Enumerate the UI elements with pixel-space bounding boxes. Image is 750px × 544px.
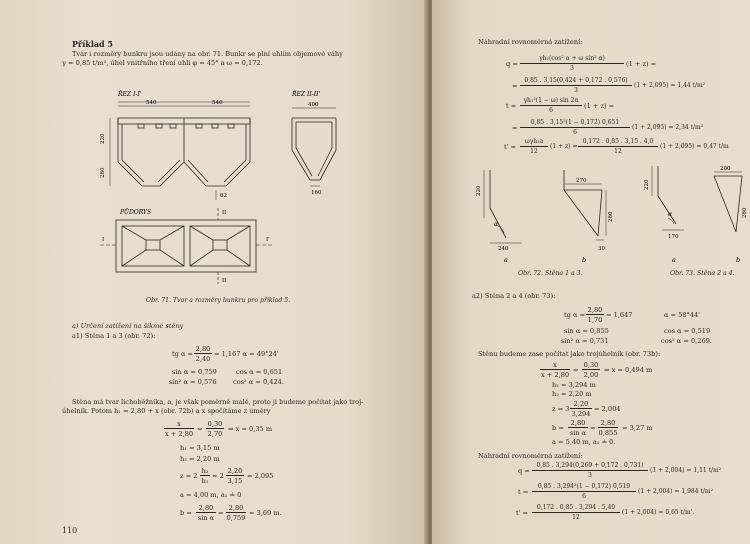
eq-b-num1: 2,80 [198,504,214,512]
q2-num: 0,85 . 3,15(0,424 + 0,172 . 0,576) [524,77,628,84]
dim-540a: 540 [146,100,157,106]
fig72-dim-280: 280 [608,211,614,222]
fraction-bar [570,408,592,409]
eq-z-num1: h₂ [201,467,209,475]
eq-a: a = 4,00 m, a₁ ≐ 0 [180,491,242,499]
a2-q-num: 0,85 . 3,294(0,269 + 0,172 . 0,731) [536,462,644,469]
eq-z-mid: = 2 [212,472,224,480]
a2-h1: h₁ = 3,294 m [552,381,596,389]
a2-x-result: ⇒ x = 0,494 m [604,366,653,374]
intro-line: γ = 0,85 t/m³, úhel vnitřního tření uhlí φ = 45° a ω = 0,172. [62,59,263,67]
fraction-bar [226,475,244,476]
eq-b-den2: 0,759 [226,514,246,522]
dim-220: 220 [100,133,106,144]
eq-x-result: ⇒ x = 0,35 m [228,425,273,433]
eq-b-mid: = [218,509,224,517]
eq-x-den: x + 2,80 [164,430,194,438]
a2-b-num2: 2,80 [600,419,616,427]
t3-tail: (1 + 2,095) = 0,47 t/m [660,143,729,150]
figure-73-caption: Obr. 73. Stěna 2 a 4. [670,270,735,277]
q-den: 3 [570,65,574,72]
fraction-bar [568,427,588,428]
fraction-bar [200,475,210,476]
eq-cos2: cos² α = 0,424. [233,378,284,386]
eq-sin2: sin² α = 0,576 [169,378,217,386]
a2-alpha: α = 58°44' [664,311,701,319]
a2-t3-tail: (1 + 2,004) = 0,65 t/m'. [622,509,695,516]
page-number: 110 [62,526,78,535]
eq-b-num2: 2,80 [228,504,244,512]
dim-400: 400 [308,102,319,108]
a2-t-den: 6 [582,493,586,500]
t2-den: 6 [573,129,577,136]
fig73-alpha: α [668,211,673,218]
eq-tg-lhs: tg α = [172,350,194,358]
a2-paragraph: Stěnu budeme zase počítat jako trojúhelník (obr. 73b): [478,350,661,358]
t3-mid: (1 + z) = [550,143,578,150]
label-rez-1: ŘEZ I-I' [118,91,142,98]
eq-tg-num: 2,80 [195,345,211,353]
a2-t3-num: 0,172 . 0,85 . 3,294 . 5,40 [536,504,616,511]
a2-z-lhs: z = 3 [552,405,570,413]
t2-tail: (1 + 2,095) = 2,34 t/m² [632,124,704,131]
a2-z-den: 3,294 [571,410,591,418]
intro-line: Tvar i rozměry bunkru jsou udány na obr. 71. Bunkr se plní uhlím objemové váhy [72,50,343,58]
paragraph-line: Stěna má tvar lichoběžníka, a, je však poměrně malé, proto ji budeme počítat jako troj- [72,398,364,406]
eq-h1: h₁ = 3,15 m [180,444,220,452]
example-heading: Příklad 5 [72,39,113,49]
fig72-label-a: a [504,256,508,264]
fraction-bar [532,512,620,513]
section-a1-heading: a1) Stěna 1 a 3 (obr. 72): [72,332,156,340]
a2-cos: cos α = 0,519 [664,327,711,335]
t-lhs: t = [506,102,517,110]
eq-b-lhs: b = [180,509,192,517]
a2-sin: sin α = 0,855 [564,327,609,335]
eq-x-equals: = [197,425,203,433]
t3-den2: 12 [614,148,622,155]
fig73-dim-220: 220 [644,179,650,190]
t-den: 6 [549,107,553,114]
section-a2-heading: a2) Stěna 2 a 4 (obr. 73): [472,292,556,300]
fraction-bar [206,428,224,429]
a2-cos2: cos² α = 0,269. [661,337,712,345]
loads-title: Náhradní rovnoměrná zatížení: [478,38,583,46]
q-num: γh₁(cos² α + ω sin² α) [539,55,605,62]
eq-z-lhs: z = 2 [180,472,198,480]
t3-num2: 0,172 . 0,85 . 3,15 . 4,0 [582,138,654,145]
a2-loads-title: Náhradní rovnoměrná zatížení: [478,452,583,460]
equals-sign: = [512,82,518,90]
fraction-bar [194,353,212,354]
t3-lhs: t' = [504,143,517,151]
fig72-alpha: α [494,221,499,228]
a2-b-den2: 0,855 [598,429,618,437]
section-a-heading: a) Určení zatížení na šikmé stěny [72,322,184,330]
eq-sin: sin α = 0,759 [172,368,217,376]
fig72-dim-270: 270 [576,178,587,184]
a2-b-lhs: b = [552,424,564,432]
fig73-dim-200: 200 [720,166,731,172]
fraction-bar [196,512,216,513]
eq-b-den1: sin α [197,514,215,522]
dim-62: 62 [220,193,227,199]
t3-num1: ωγh₁a [524,138,544,145]
figure-71 [0,0,428,300]
a2-t-lhs: t = [518,488,529,496]
fig73-label-b: b [736,256,741,264]
eq-x-rnum: 0,30 [207,420,223,428]
eq-x-rden: 2,70 [207,430,223,438]
a2-t-tail: (1 + 2,004) = 1,984 t/m² [638,488,713,495]
a2-tg-lhs: tg α = [564,311,586,319]
dim-540b: 540 [212,100,223,106]
fraction-bar [164,428,194,429]
fig72-dim-240: 240 [498,246,509,252]
a2-a: a = 5,40 m, a₁ ≐ 0. [552,438,616,446]
a2-t-num: 0,85 . 3,294²(1 − 0,172) 0,519 [537,483,631,490]
t2-num: 0,85 . 3,15²(1 − 0,172) 0,651 [530,119,620,126]
a2-t3-den: 12 [572,514,580,521]
label-I: I [102,237,105,243]
a2-x-rden: 2,00 [583,371,599,379]
eq-h2: h₂ = 2,20 m [180,455,220,463]
fraction-bar [226,512,246,513]
a2-x-num: x [553,361,557,369]
fig72-dim-30: 30 [598,246,605,252]
t3-den1: 12 [530,148,538,155]
dim-160: 160 [311,190,322,196]
eq-tg-rhs: = 1,167 α = 49°24' [214,350,279,358]
eq-tg-den: 2,40 [195,355,211,363]
figure-72-caption: Obr. 72. Stěna 1 a 3. [518,270,583,277]
a2-h2: h₂ = 2,20 m [552,390,592,398]
equals-sign: = [573,366,579,374]
fig73-dim-170: 170 [668,234,679,240]
a2-x-rnum: 0,30 [583,361,599,369]
a2-b-den1: sin α [569,429,587,437]
fraction-bar [598,427,618,428]
eq-x-num: x [177,420,181,428]
fig72-dim-220: 220 [476,185,482,196]
fig73-label-a: a [672,256,676,264]
a2-z-result: = 2,004 [594,405,621,413]
a2-q-den: 3 [588,472,592,479]
right-page [432,0,750,544]
eq-b-result: = 3,69 m. [249,509,282,517]
q-lhs: q = [506,60,518,68]
eq-z-den2: 3,15 [227,477,243,485]
label-rez-2: ŘEZ II-II' [292,91,321,98]
q2-tail: (1 + 2,095) = 1,44 t/m² [634,82,706,89]
fraction-bar [586,314,604,315]
eq-cos: cos α = 0,651 [236,368,283,376]
equals-sign: = [512,124,518,132]
eq-z-den1: h₁ [201,477,209,485]
t-num: γh₁²(1 − ω) sin 2α [523,97,579,104]
a2-b-num1: 2,80 [570,419,586,427]
equals-sign: = [590,424,596,432]
dim-280: 280 [100,167,106,178]
paragraph-line: úhelník. Potom h₁ = 2,80 + x (obr. 72b) a x spočítáme z úměry [62,407,271,415]
figures-72-73 [432,0,750,300]
fraction-bar [540,369,570,370]
a2-b-result: = 3,27 m [622,424,653,432]
a2-tg-den: 1,70 [587,316,603,324]
label-II-bottom: II [222,278,227,284]
a2-q-tail: (1 + 2,004) = 1,11 t/m² [650,467,722,474]
figure-71-caption: Obr. 71. Tvar a rozměry bunkru pro příklad 5. [146,297,291,304]
label-pudorys: PŮDORYS [120,209,152,216]
a2-sin2: sin² α = 0,731 [561,337,609,345]
label-II: II [222,210,227,216]
fraction-bar [582,369,600,370]
label-I-prime: I' [266,237,270,243]
eq-z-result: = 2,095 [247,472,274,480]
t-tail: (1 + z) = [584,102,615,110]
fraction-bar [532,491,636,492]
a2-tg-rhs: = 1,647 [606,311,633,319]
q2-den: 3 [574,87,578,94]
a2-tg-num: 2,80 [587,306,603,314]
q-tail: (1 + z) = [626,60,657,68]
fig73-dim-280: 280 [742,207,748,218]
fraction-bar [532,470,648,471]
a2-q-lhs: q = [518,467,530,475]
a2-x-den: x + 2,80 [540,371,570,379]
a2-t3-lhs: t' = [516,509,529,517]
fig72-label-b: b [582,256,587,264]
eq-z-num2: 2,20 [227,467,243,475]
a2-z-num: 2,20 [573,400,589,408]
